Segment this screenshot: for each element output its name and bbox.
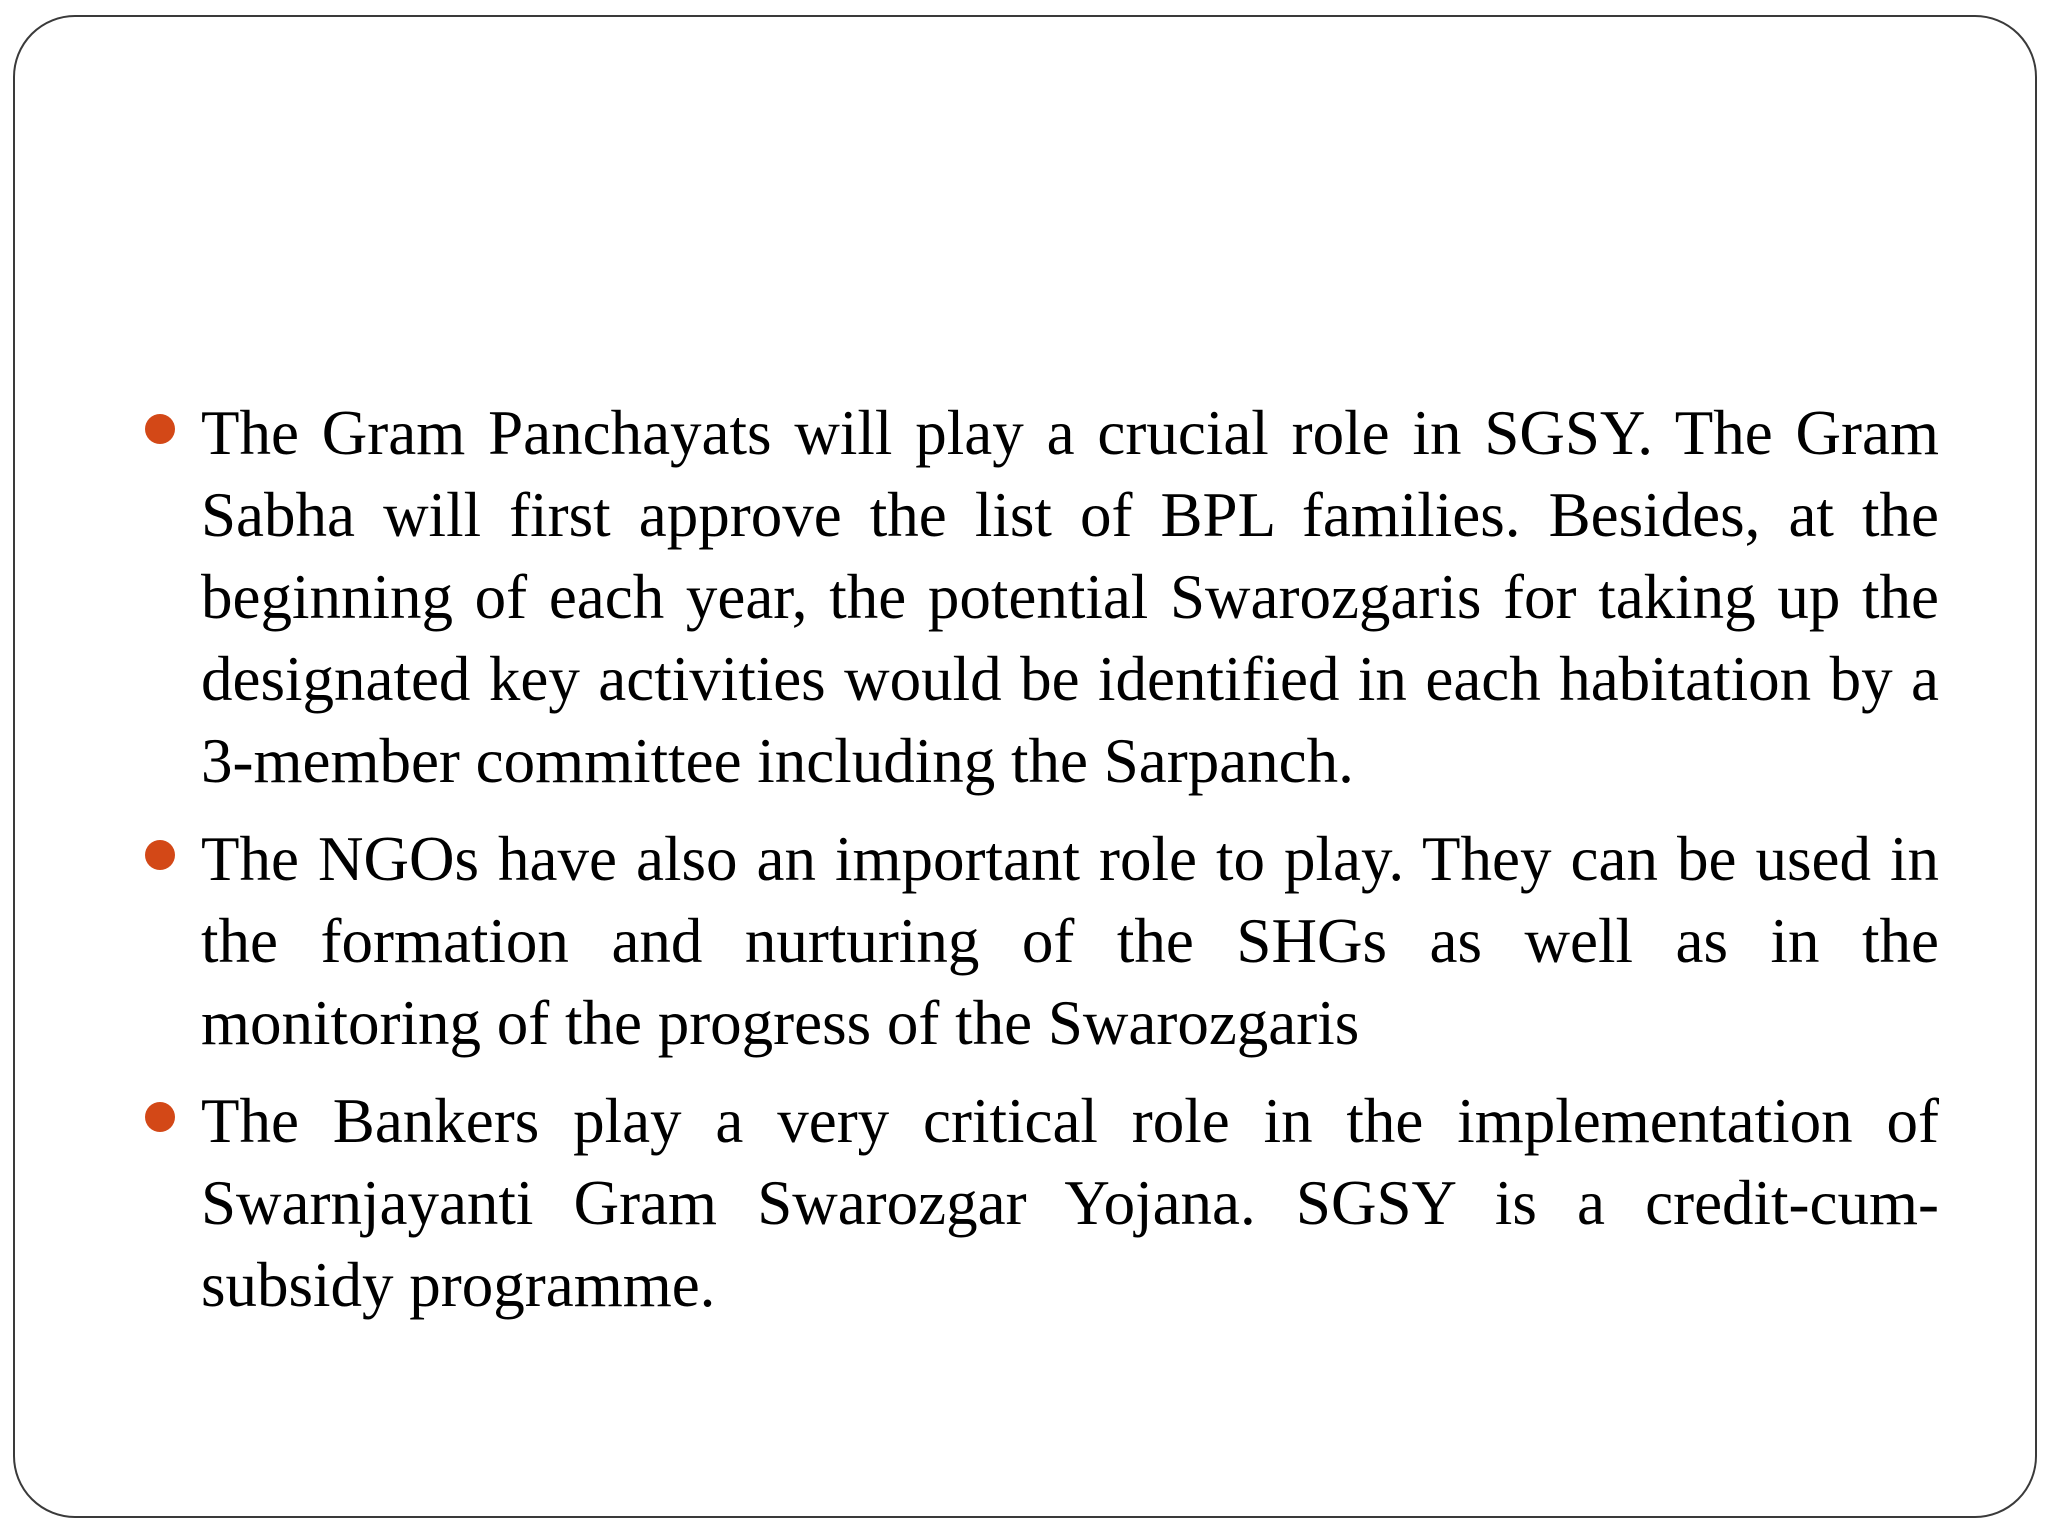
bullet-item (201, 1080, 1939, 1326)
bullet-text: The Bankers play a very critical role in the implementation of Swarnjayanti Gram Swarozgar Yojana. SGSY is a credit-cum-subsidy programme. (201, 1086, 1939, 1320)
bullet-item (201, 392, 1939, 802)
bullet-list (201, 392, 1939, 1342)
bullet-text: The Gram Panchayats will play a crucial role in SGSY. The Gram Sabha will first approve the list of BPL families. Besides, at the beginning of each year, the potential Swarozgaris for taking up the designated key activities would be identified in each habitation by a 3-member committee including the Sarpanch. (201, 398, 1939, 796)
bullet-item (201, 818, 1939, 1064)
bullet-dot-icon (145, 840, 175, 870)
slide-frame (13, 15, 2037, 1518)
bullet-dot-icon (145, 1102, 175, 1132)
bullet-text: The NGOs have also an important role to play. They can be used in the formation and nurturing of the SHGs as well as in the monitoring of the progress of the Swarozgaris (201, 824, 1939, 1058)
bullet-dot-icon (145, 414, 175, 444)
